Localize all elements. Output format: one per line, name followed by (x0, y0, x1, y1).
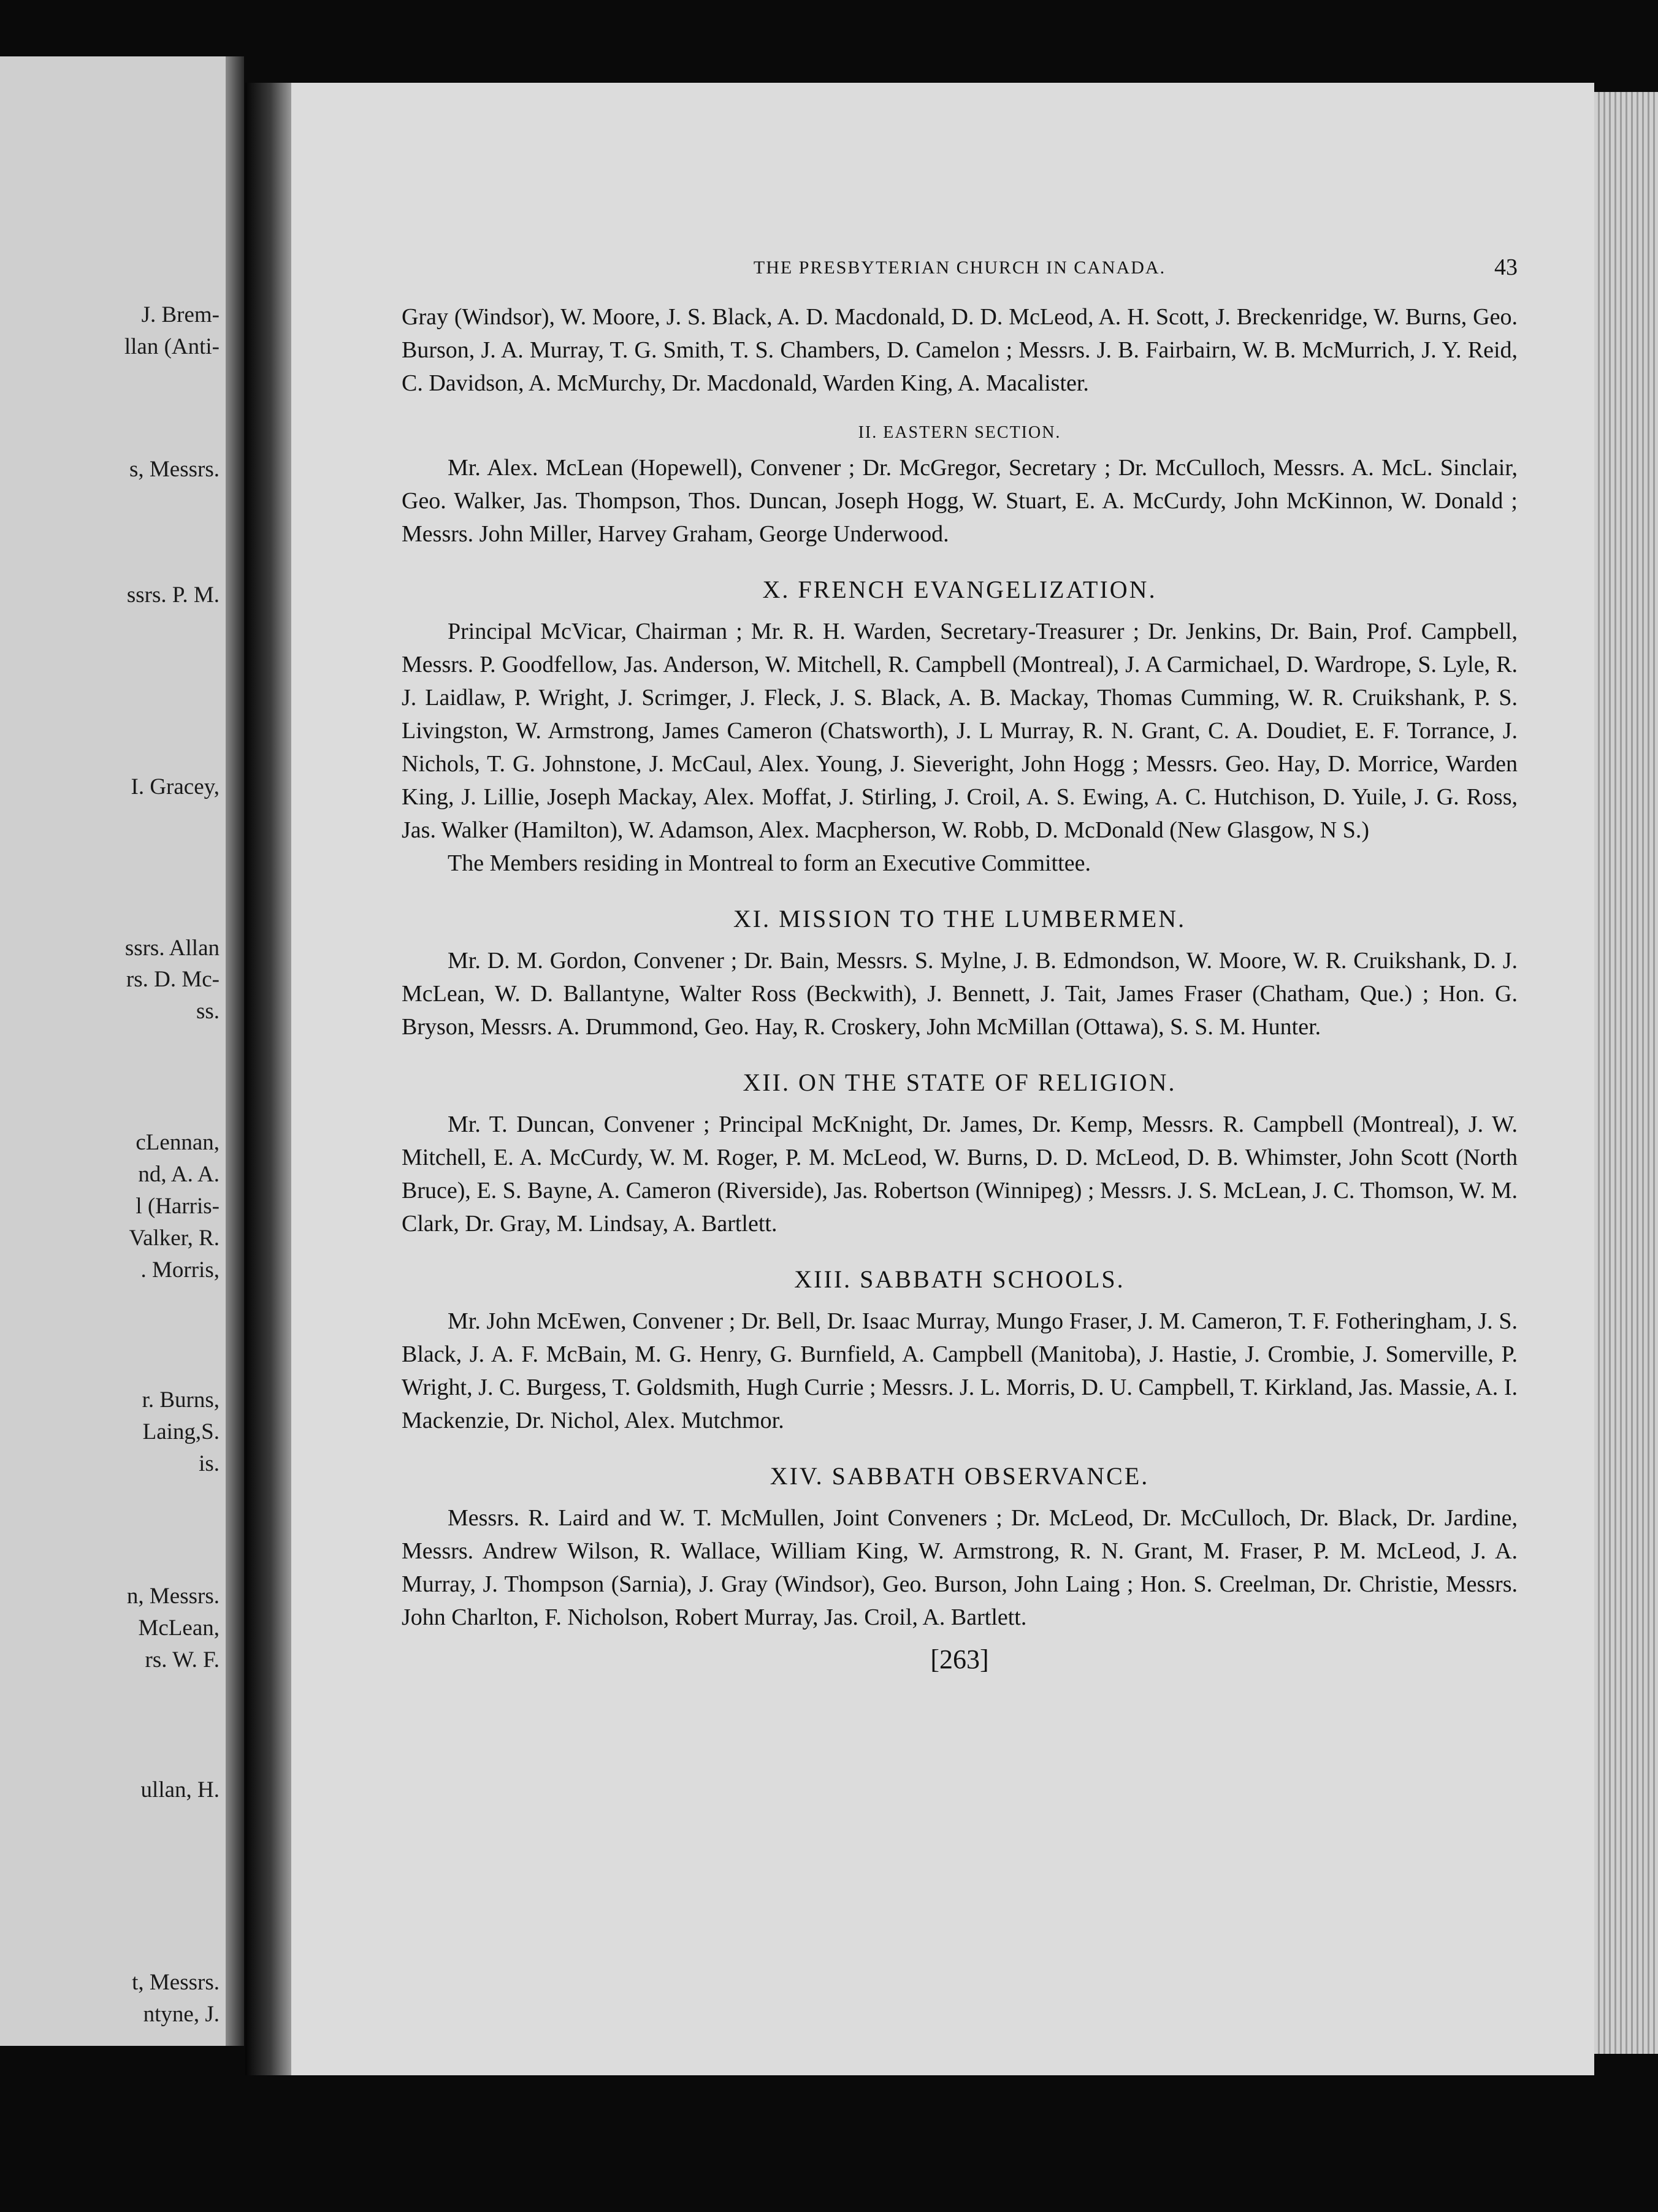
section-title-mission-lumbermen: XI. MISSION TO THE LUMBERMEN. (733, 905, 1186, 932)
left-page-fragment: rs. D. Mc- (126, 967, 220, 992)
left-page-fragment: l (Harris- (136, 1194, 220, 1219)
eastern-section-text: Mr. Alex. McLean (Hopewell), Convener ; Dr. McGregor, Secretary ; Dr. McCulloch, Messrs. A. McL. Sinclair, Geo. Walker, Jas. Thompson, Thos. Duncan, Joseph Hogg, W. Stuart, E. A. McCurdy, John McKinnon, W. Donald ; Messrs. John Miller, Harvey Graham, George Underwood. (402, 455, 1518, 547)
continued-paragraph: Gray (Windsor), W. Moore, J. S. Black, A. D. Macdonald, D. D. McLeod, A. H. Scott, J. Breckenridge, W. Burns, Geo. Burson, J. A. Murray, T. G. Smith, T. S. Chambers, D. Camelon ; Messrs. J. B. Fairbairn, W. B. McMurrich, J. Y. Reid, C. Davidson, A. McMurchy, Dr. Macdonald, Warden King, A. Macalister. (402, 304, 1518, 396)
left-page-fragment: rs. W. F. (145, 1647, 220, 1672)
running-head: THE PRESBYTERIAN CHURCH IN CANADA. (753, 257, 1166, 278)
left-page-fragment: Valker, R. (129, 1226, 220, 1251)
page-edges (1594, 92, 1658, 2054)
page-number: 43 (1494, 254, 1518, 280)
left-page-fragment: Laing,S. (142, 1419, 220, 1444)
signature-mark: [263] (930, 1644, 989, 1674)
right-page (288, 83, 1594, 2075)
section-title-sabbath-schools: XIII. SABBATH SCHOOLS. (794, 1265, 1125, 1293)
left-facing-page (0, 56, 226, 2046)
left-page-fragment: J. Brem- (141, 302, 220, 327)
left-page-fragment: n, Messrs. (126, 1584, 220, 1609)
left-page-fragment: r. Burns, (142, 1387, 220, 1413)
left-page-fragment: ullan, H. (140, 1777, 220, 1802)
section-paragraph: Mr. T. Duncan, Convener ; Principal McKnight, Dr. James, Dr. Kemp, Messrs. R. Campbell (Montreal), J. W. Mitchell, E. A. McCurdy, W. M. Roger, P. M. McLeod, W. Burns, D. D. McLeod, D. B. Whimster, John Scott (North Bruce), E. S. Bayne, A. Cameron (Riverside), Jas. Robertson (Winnipeg) ; Messrs. J. S. McLean, J. C. Thomson, W. M. Clark, Dr. Gray, M. Lindsay, A. Bartlett. (402, 1112, 1518, 1237)
left-gutter (226, 56, 244, 2046)
left-page-fragment: ntyne, J. (143, 2002, 220, 2027)
left-page-fragment: t, Messrs. (132, 1970, 220, 1995)
left-page-fragment: llan (Anti- (124, 334, 220, 359)
section-title-sabbath-observance: XIV. SABBATH OBSERVANCE. (770, 1462, 1150, 1490)
left-page-fragment: ssrs. Allan (124, 936, 220, 961)
eastern-section-heading: II. EASTERN SECTION. (858, 423, 1061, 442)
section-paragraph: The Members residing in Montreal to form an Executive Committee. (448, 850, 1091, 876)
left-page-fragment: McLean, (138, 1615, 220, 1641)
left-page-fragment: s, Messrs. (129, 457, 220, 482)
left-page-fragment: I. Gracey, (131, 774, 220, 799)
left-page-fragment: . Morris, (140, 1257, 220, 1283)
spine-shadow (245, 83, 291, 2075)
section-paragraph: Mr. D. M. Gordon, Convener ; Dr. Bain, Messrs. S. Mylne, J. B. Edmondson, W. Moore, W. R. Cruikshank, D. J. McLean, W. D. Ballantyne, Walter Ross (Beckwith), J. Bennett, J. Tait, James Fraser (Chatham, Que.) ; Hon. G. Bryson, Messrs. A. Drummond, Geo. Hay, R. Croskery, John McMillan (Ottawa), S. S. M. Hunter. (402, 948, 1518, 1040)
section-title-french-evangelization: X. FRENCH EVANGELIZATION. (762, 576, 1157, 603)
left-page-fragment: cLennan, (136, 1130, 220, 1155)
section-paragraph: Principal McVicar, Chairman ; Mr. R. H. Warden, Secretary-Treasurer ; Dr. Jenkins, Dr. Bain, Prof. Campbell, Messrs. P. Goodfellow, Jas. Anderson, W. Mitchell, R. Campbell (Montreal), J. A Carmichael, D. Wardrope, S. Lyle, R. J. Laidlaw, P. Wright, J. Scrimger, J. Fleck, J. S. Black, A. B. Mackay, Thomas Cumming, W. R. Cruikshank, P. S. Livingston, W. Armstrong, James Cameron (Chatsworth), J. L Murray, R. N. Grant, C. A. Doudiet, E. F. Torrance, J. Nichols, T. G. Johnstone, J. McCaul, Alex. Young, J. Sieveright, John Hogg ; Messrs. Geo. Hay, D. Morrice, Warden King, J. Lillie, Joseph Mackay, Alex. Moffat, J. Stirling, J. Croil, A. S. Ewing, A. C. Hutchison, D. Yuile, J. G. Ross, Jas. Walker (Hamilton), W. Adamson, Alex. Macpherson, W. Robb, D. McDonald (New Glasgow, N S.) (402, 619, 1518, 843)
left-page-fragment: is. (199, 1451, 220, 1476)
section-title-state-of-religion: XII. ON THE STATE OF RELIGION. (743, 1069, 1177, 1096)
section-paragraph: Messrs. R. Laird and W. T. McMullen, Joint Conveners ; Dr. McLeod, Dr. McCulloch, Dr. Black, Dr. Jardine, Messrs. Andrew Wilson, R. Wallace, William King, W. Armstrong, R. N. Grant, M. Fraser, P. M. McLeod, J. A. Murray, J. Thompson (Sarnia), J. Gray (Windsor), Geo. Burson, John Laing ; Hon. S. Creelman, Dr. Christie, Messrs. John Charlton, F. Nicholson, Robert Murray, Jas. Croil, A. Bartlett. (402, 1505, 1518, 1630)
page-header (402, 254, 1518, 300)
page-content (402, 254, 1518, 1675)
section-paragraph: Mr. John McEwen, Convener ; Dr. Bell, Dr. Isaac Murray, Mungo Fraser, J. M. Cameron, T. F. Fotheringham, J. S. Black, J. A. F. McBain, M. G. Henry, G. Burnfield, A. Campbell (Manitoba), J. Hastie, J. Crombie, J. Somerville, P. Wright, J. C. Burgess, T. Goldsmith, Hugh Currie ; Messrs. J. L. Morris, D. U. Campbell, T. Kirkland, Jas. Massie, A. I. Mackenzie, Dr. Nichol, Alex. Mutchmor. (402, 1308, 1518, 1433)
left-page-fragment: nd, A. A. (138, 1162, 220, 1187)
left-page-fragment: ssrs. P. M. (126, 582, 220, 608)
left-page-fragment: ss. (196, 999, 220, 1024)
